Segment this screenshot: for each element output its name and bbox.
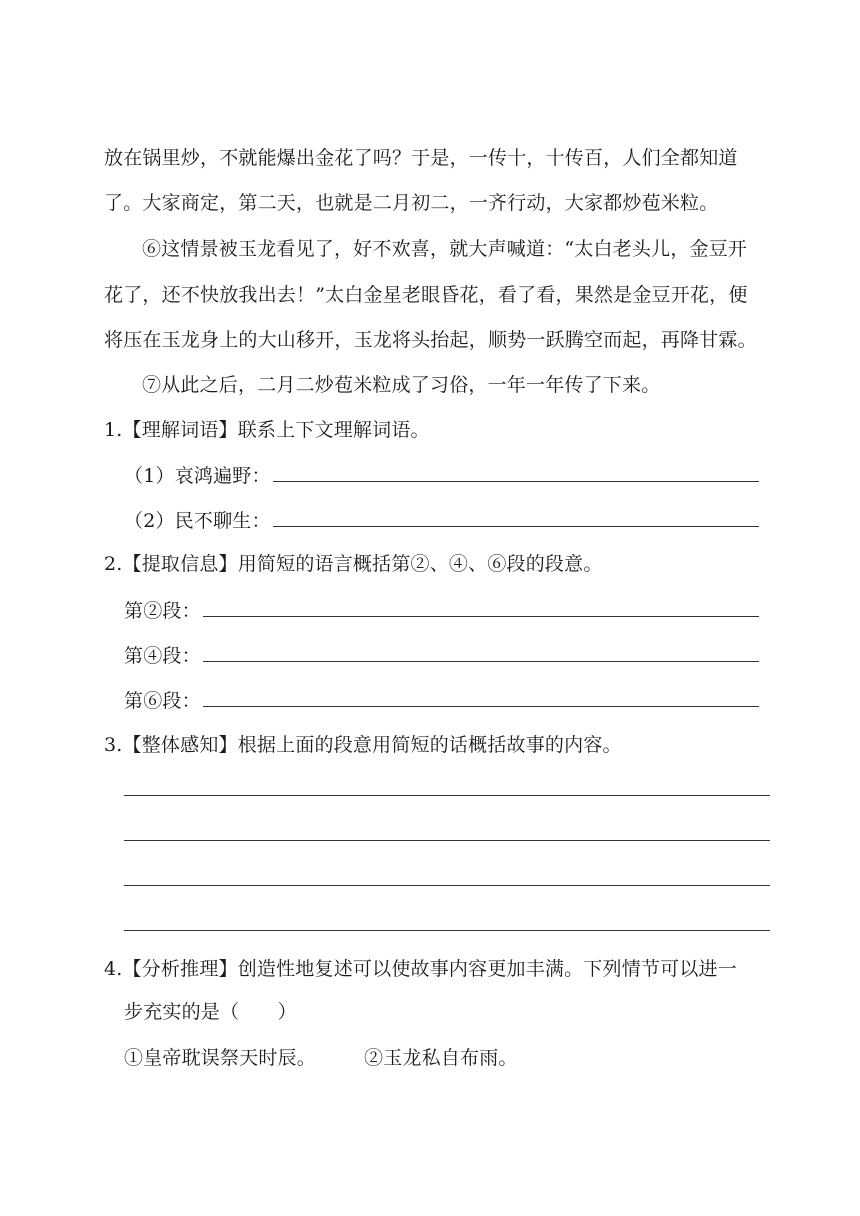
question-2-item-1 — [124, 598, 759, 623]
answer-line[interactable] — [203, 688, 759, 707]
question-3-title: 3.【整体感知】根据上面的段意用简短的话概括故事的内容。 — [104, 734, 622, 756]
passage-line: 了。大家商定，第二天，也就是二月初二，一齐行动，大家都炒苞米粒。 — [104, 192, 719, 214]
question-4-title: 4.【分析推理】创造性地复述可以使故事内容更加丰满。下列情节可以进一 — [104, 958, 737, 980]
question-1-title: 1.【理解词语】联系上下文理解词语。 — [104, 419, 430, 441]
answer-line[interactable] — [203, 643, 759, 662]
passage-line: 花了，还不快放我出去！”太白金星老眼昏花，看了看，果然是金豆开花，便 — [104, 284, 748, 306]
item-label: （1）哀鸿遍野： — [124, 465, 271, 487]
passage-paragraph-7: ⑦从此之后，二月二炒苞米粒成了习俗，一年一年传了下来。 — [142, 374, 661, 396]
question-2-item-2 — [124, 643, 759, 668]
answer-line[interactable] — [273, 508, 759, 527]
answer-line[interactable] — [124, 930, 770, 931]
answer-line[interactable] — [124, 795, 770, 796]
answer-line[interactable] — [273, 463, 759, 482]
item-label: 第⑥段： — [124, 690, 201, 712]
question-4-options — [124, 1046, 518, 1070]
answer-line[interactable] — [124, 840, 770, 841]
question-2-item-3 — [124, 688, 759, 713]
item-label: （2）民不聊生： — [124, 510, 271, 532]
item-label: 第④段： — [124, 645, 201, 667]
passage-paragraph-6-start: ⑥这情景被玉龙看见了，好不欢喜，就大声喊道：“太白老头儿，金豆开 — [142, 238, 748, 260]
item-label: 第②段： — [124, 600, 201, 622]
option-2[interactable]: ②玉龙私自布雨。 — [364, 1047, 518, 1069]
option-1[interactable]: ①皇帝耽误祭天时辰。 — [124, 1047, 317, 1069]
question-1-item-1 — [124, 463, 759, 488]
question-4-title-cont: 步充实的是（ ） — [124, 1001, 297, 1023]
question-2-title: 2.【提取信息】用简短的语言概括第②、④、⑥段的段意。 — [104, 553, 603, 575]
passage-line: 将压在玉龙身上的大山移开，玉龙将头抬起，顺势一跃腾空而起，再降甘霖。 — [104, 329, 757, 351]
answer-line[interactable] — [124, 885, 770, 886]
answer-line[interactable] — [203, 598, 759, 617]
passage-line: 放在锅里炒，不就能爆出金花了吗？于是，一传十，十传百，人们全都知道 — [104, 147, 738, 169]
question-1-item-2 — [124, 508, 759, 533]
